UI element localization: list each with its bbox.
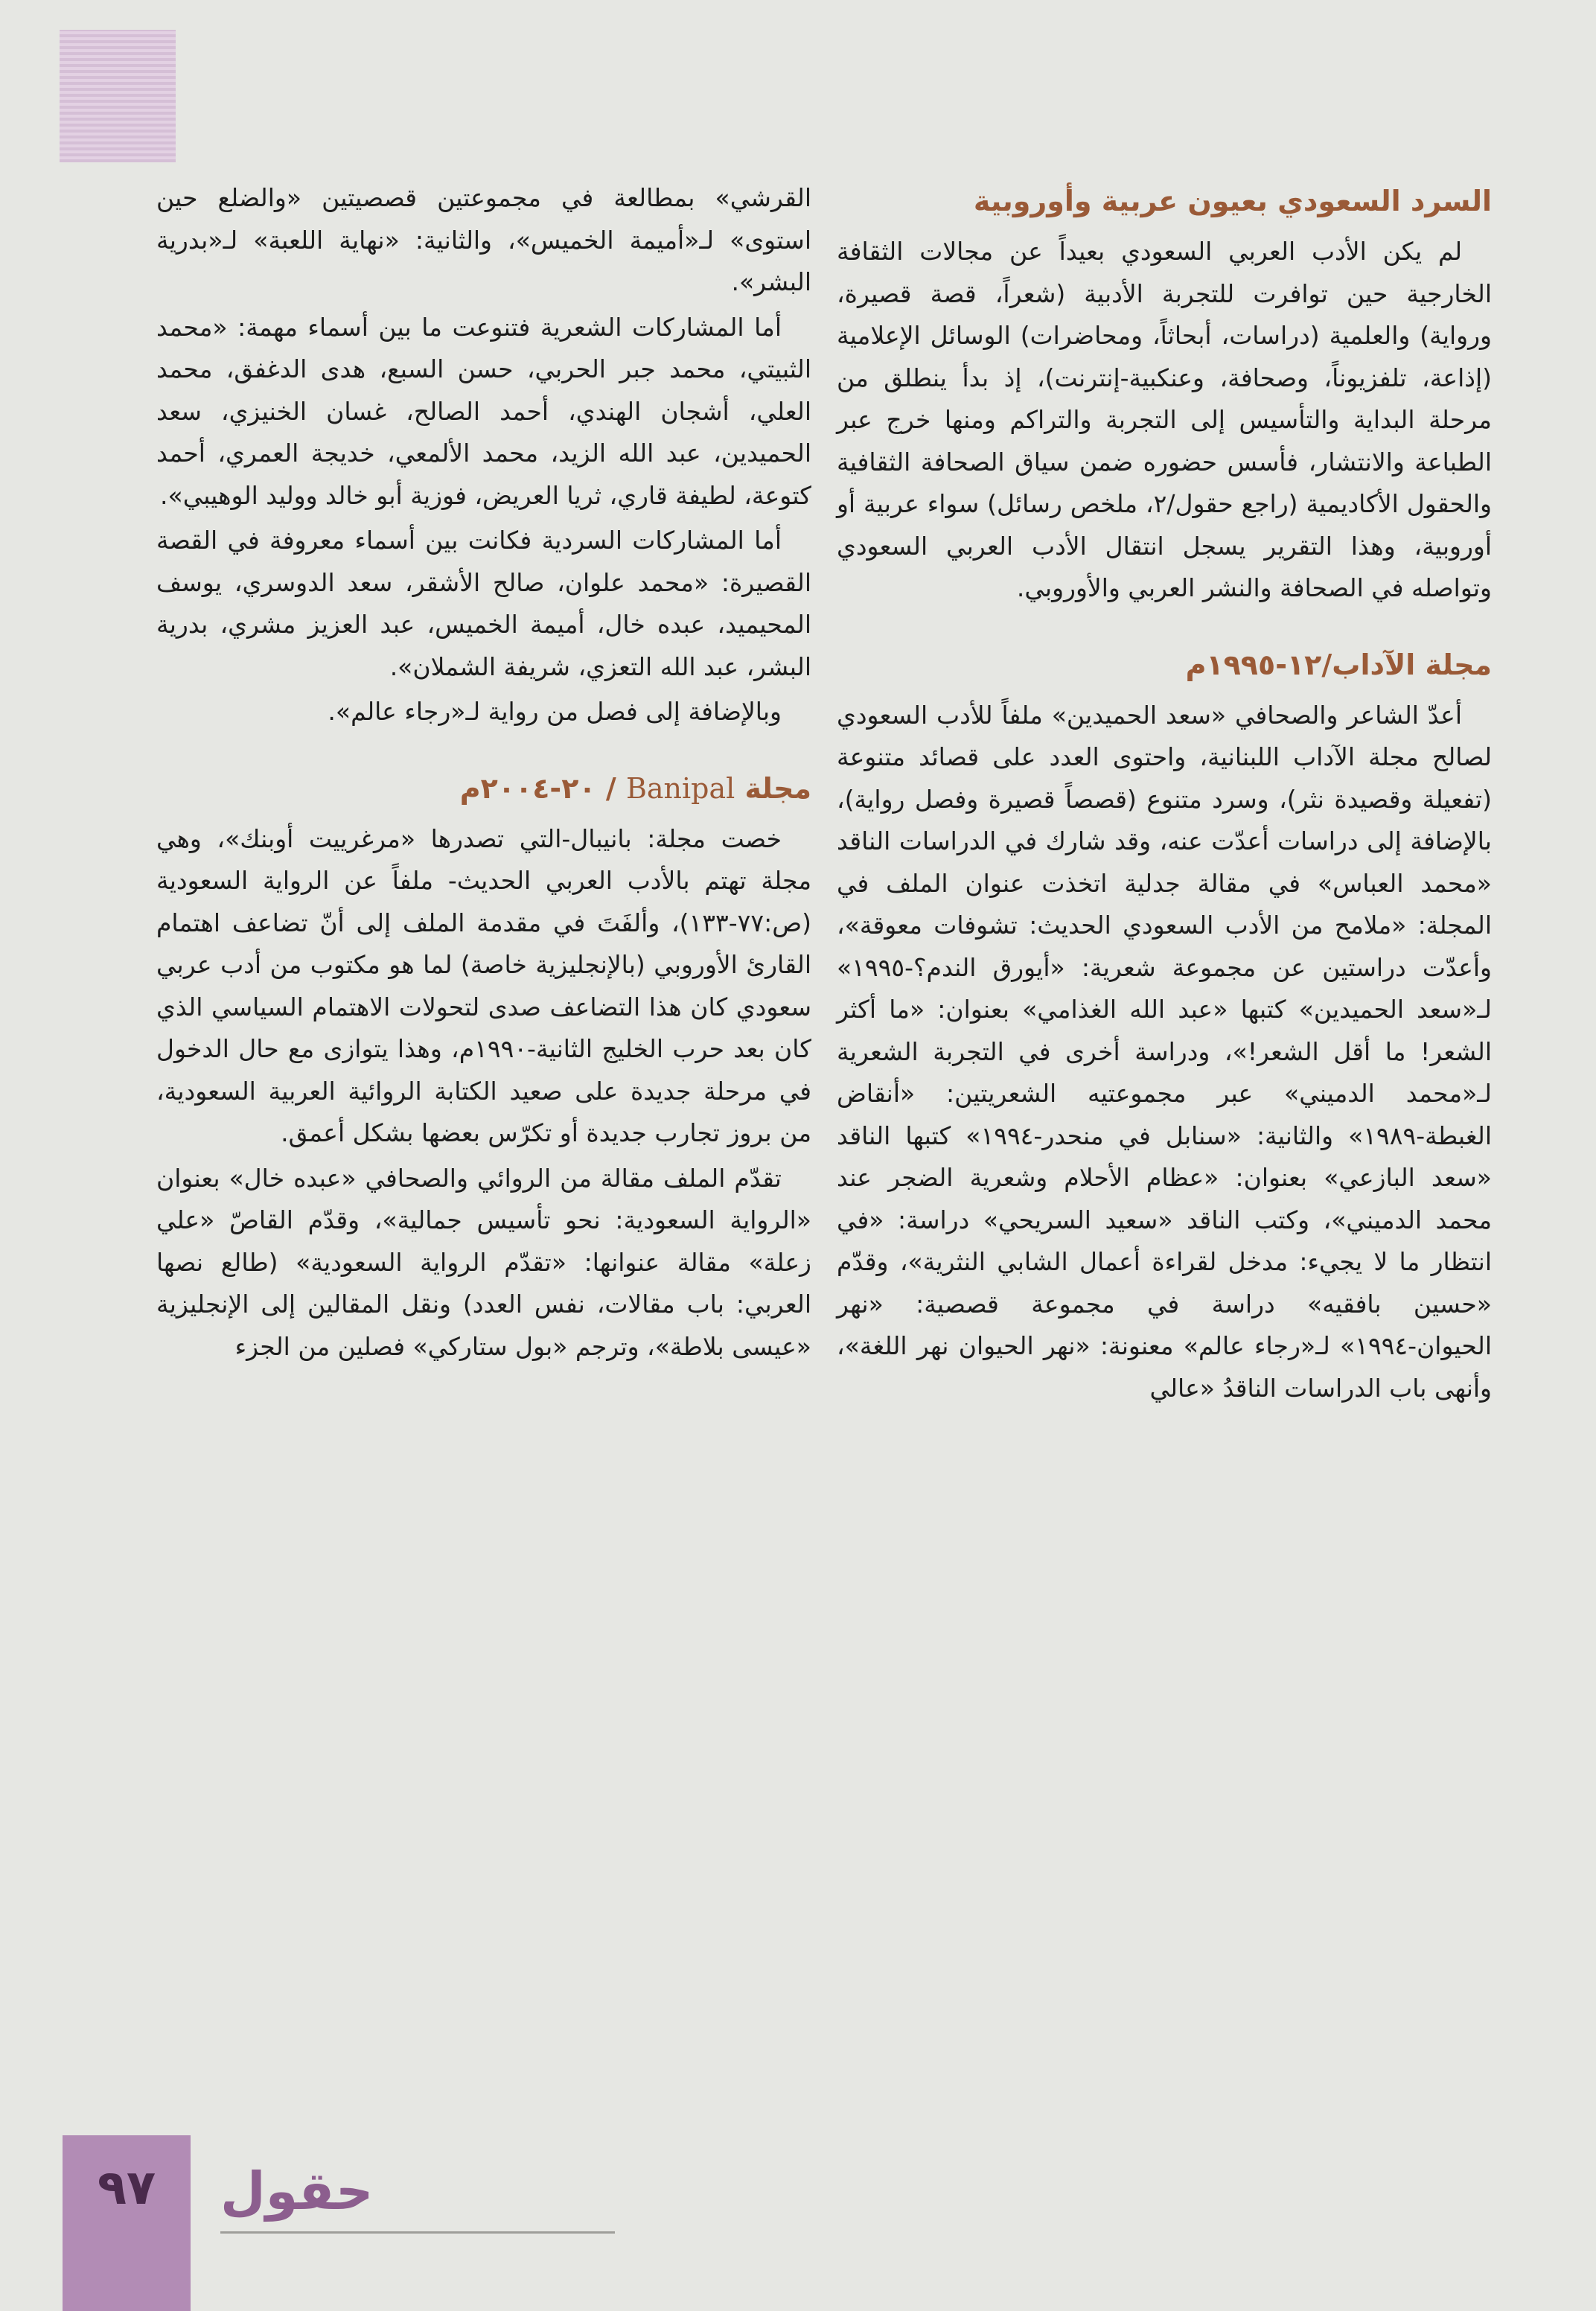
page-number-tab	[63, 2135, 191, 2311]
footer-divider	[220, 2231, 615, 2234]
decorative-corner-block	[60, 30, 176, 162]
magazine-logo: حقول	[220, 2161, 374, 2222]
page-number: ٩٧	[97, 2161, 156, 2216]
heading-arabic-part: مجلة	[744, 771, 811, 805]
heading-latin-part: Banipal	[625, 771, 735, 805]
paragraph: أما المشاركات السردية فكانت بين أسماء معروفة في القصة القصيرة: «محمد علوان، صالح الأشقر، سعد الدوسري، يوسف المحيميد، عبده خال، أميمة الخميس، عبد العزيز مشري، بدرية البشر، عبد الله التعزي، شريفة الشملان».	[156, 526, 811, 681]
right-column	[837, 179, 1492, 1409]
heading-issue-part: / ٢٠-٢٠٠٤م	[459, 771, 616, 805]
left-column	[156, 177, 811, 1368]
paragraph: القرشي» بمطالعة في مجموعتين قصصيتين «والضلع حين استوى» لـ«أميمة الخميس»، والثانية: «نهاية اللعبة» لـ«بدرية البشر».	[156, 183, 811, 296]
section-heading-banipal	[156, 766, 811, 811]
paragraph: تقدّم الملف مقالة من الروائي والصحافي «عبده خال» بعنوان «الرواية السعودية: نحو تأسيس جمالية»، وقدّم القاصّ «علي زعلة» مقالة عنوانها: «تقدّم الرواية السعودية» (طالع نصها العربي: باب مقالات، نفس العدد) ونقل المقالين إلى الإنجليزية «عيسى بلاطة»، وترجم «بول ستاركي» فصلين من الجزء	[156, 1163, 811, 1361]
paragraph: أما المشاركات الشعرية فتنوعت ما بين أسماء مهمة: «محمد الثبيتي، محمد جبر الحربي، حسن السبع، هدى الدغفق، محمد العلي، أشجان الهندي، أحمد الصالح، غسان الخنيزي، سعد الحميدين، عبد الله الزيد، محمد الألمعي، خديجة العمري، أحمد كتوعة، لطيفة قاري، ثريا العريض، فوزية أبو خالد ووليد الوهيبي».	[156, 312, 811, 510]
paragraph: لم يكن الأدب العربي السعودي بعيداً عن مجالات الثقافة الخارجية حين توافرت للتجربة الأدبية (شعراً، قصة قصيرة، ورواية) والعلمية (دراسات، أبحاثاً، ومحاضرات) الوسائل الإعلامية (إذاعة، تلفزيوناً، وصحافة، وعنكبية-إنترنت)، إذ بدأ ينطلق من مرحلة البداية والتأسيس إلى التجربة والتراكم ومنها خرج عبر الطباعة والانتشار، فأسس حضوره ضمن سياق الصحافة الثقافية والحقول الأكاديمية (راجع حقول/٢، ملخص رسائل) سواء عربية أو أوروبية، وهذا التقرير يسجل انتقال الأدب العربي السعودي وتواصله في الصحافة والنشر العربي والأوروبي.	[837, 237, 1492, 602]
section-heading-al-adab: مجلة الآداب/١٢-١٩٩٥م	[1185, 648, 1492, 681]
paragraph: خصت مجلة: بانيبال-التي تصدرها «مرغرييت أوبنك»، وهي مجلة تهتم بالأدب العربي الحديث- ملفاً عن الرواية السعودية (ص:٧٧-١٣٣)، وألفَتَ في مقدمة الملف إلى أنّ تضاعف اهتمام القارئ الأوروبي (بالإنجليزية خاصة) لما هو مكتوب من أدب عربي سعودي كان هذا التضاعف صدى لتحولات الاهتمام السياسي الذي كان بعد حرب الخليج الثانية-١٩٩٠م، وهذا يتوازى مع حال الدخول في مرحلة جديدة على صعيد الكتابة الروائية العربية السعودية، من بروز تجارب جديدة أو تكرّس بعضها بشكل أعمق.	[156, 823, 812, 1147]
paragraph: أعدّ الشاعر والصحافي «سعد الحميدين» ملفاً للأدب السعودي لصالح مجلة الآداب اللبنانية، واحتوى العدد على قصائد متنوعة (تفعيلة وقصيدة نثر)، وسرد متنوع (قصصاً قصيرة وفصل رواية)، بالإضافة إلى دراسات أعدّت عنه، وقد شارك في الدراسات الناقد «محمد العباس» في مقالة جدلية اتخذت عنوان الملف في المجلة: «ملامح من الأدب السعودي الحديث: تشوفات معوقة»، وأعدّت دراستين عن مجموعة شعرية: «أيورق الندم؟-١٩٩٥» لـ«سعد الحميدين» كتبها «عبد الله الغذامي» بعنوان: «ما أكثر الشعر! ما أقل الشعر!»، ودراسة أخرى في التجربة الشعرية لـ«محمد الدميني» عبر مجموعتيه الشعريتين: «أنقاض الغبطة-١٩٨٩» والثانية: «سنابل في منحدر-١٩٩٤» كتبها الناقد «سعد البازعي» بعنوان: «عظام الأحلام وشعرية الضجر عند محمد الدميني»، وكتب الناقد «سعيد السريحي» دراسة: «في انتظار ما لا يجيء: مدخل لقراءة أعمال الشابي النثرية»، وقدّم «حسين بافقيه» دراسة في مجموعة قصصية: «نهر الحيوان-١٩٩٤» لـ«رجاء عالم» معنونة: «نهر الحيوان نهر اللغة»، وأنهى باب الدراسات الناقدُ «عالي	[837, 700, 1492, 1403]
section-heading-saudi-narrative: السرد السعودي بعيون عربية وأوروبية	[973, 185, 1492, 217]
paragraph: وبالإضافة إلى فصل من رواية لـ«رجاء عالم».	[328, 697, 782, 726]
